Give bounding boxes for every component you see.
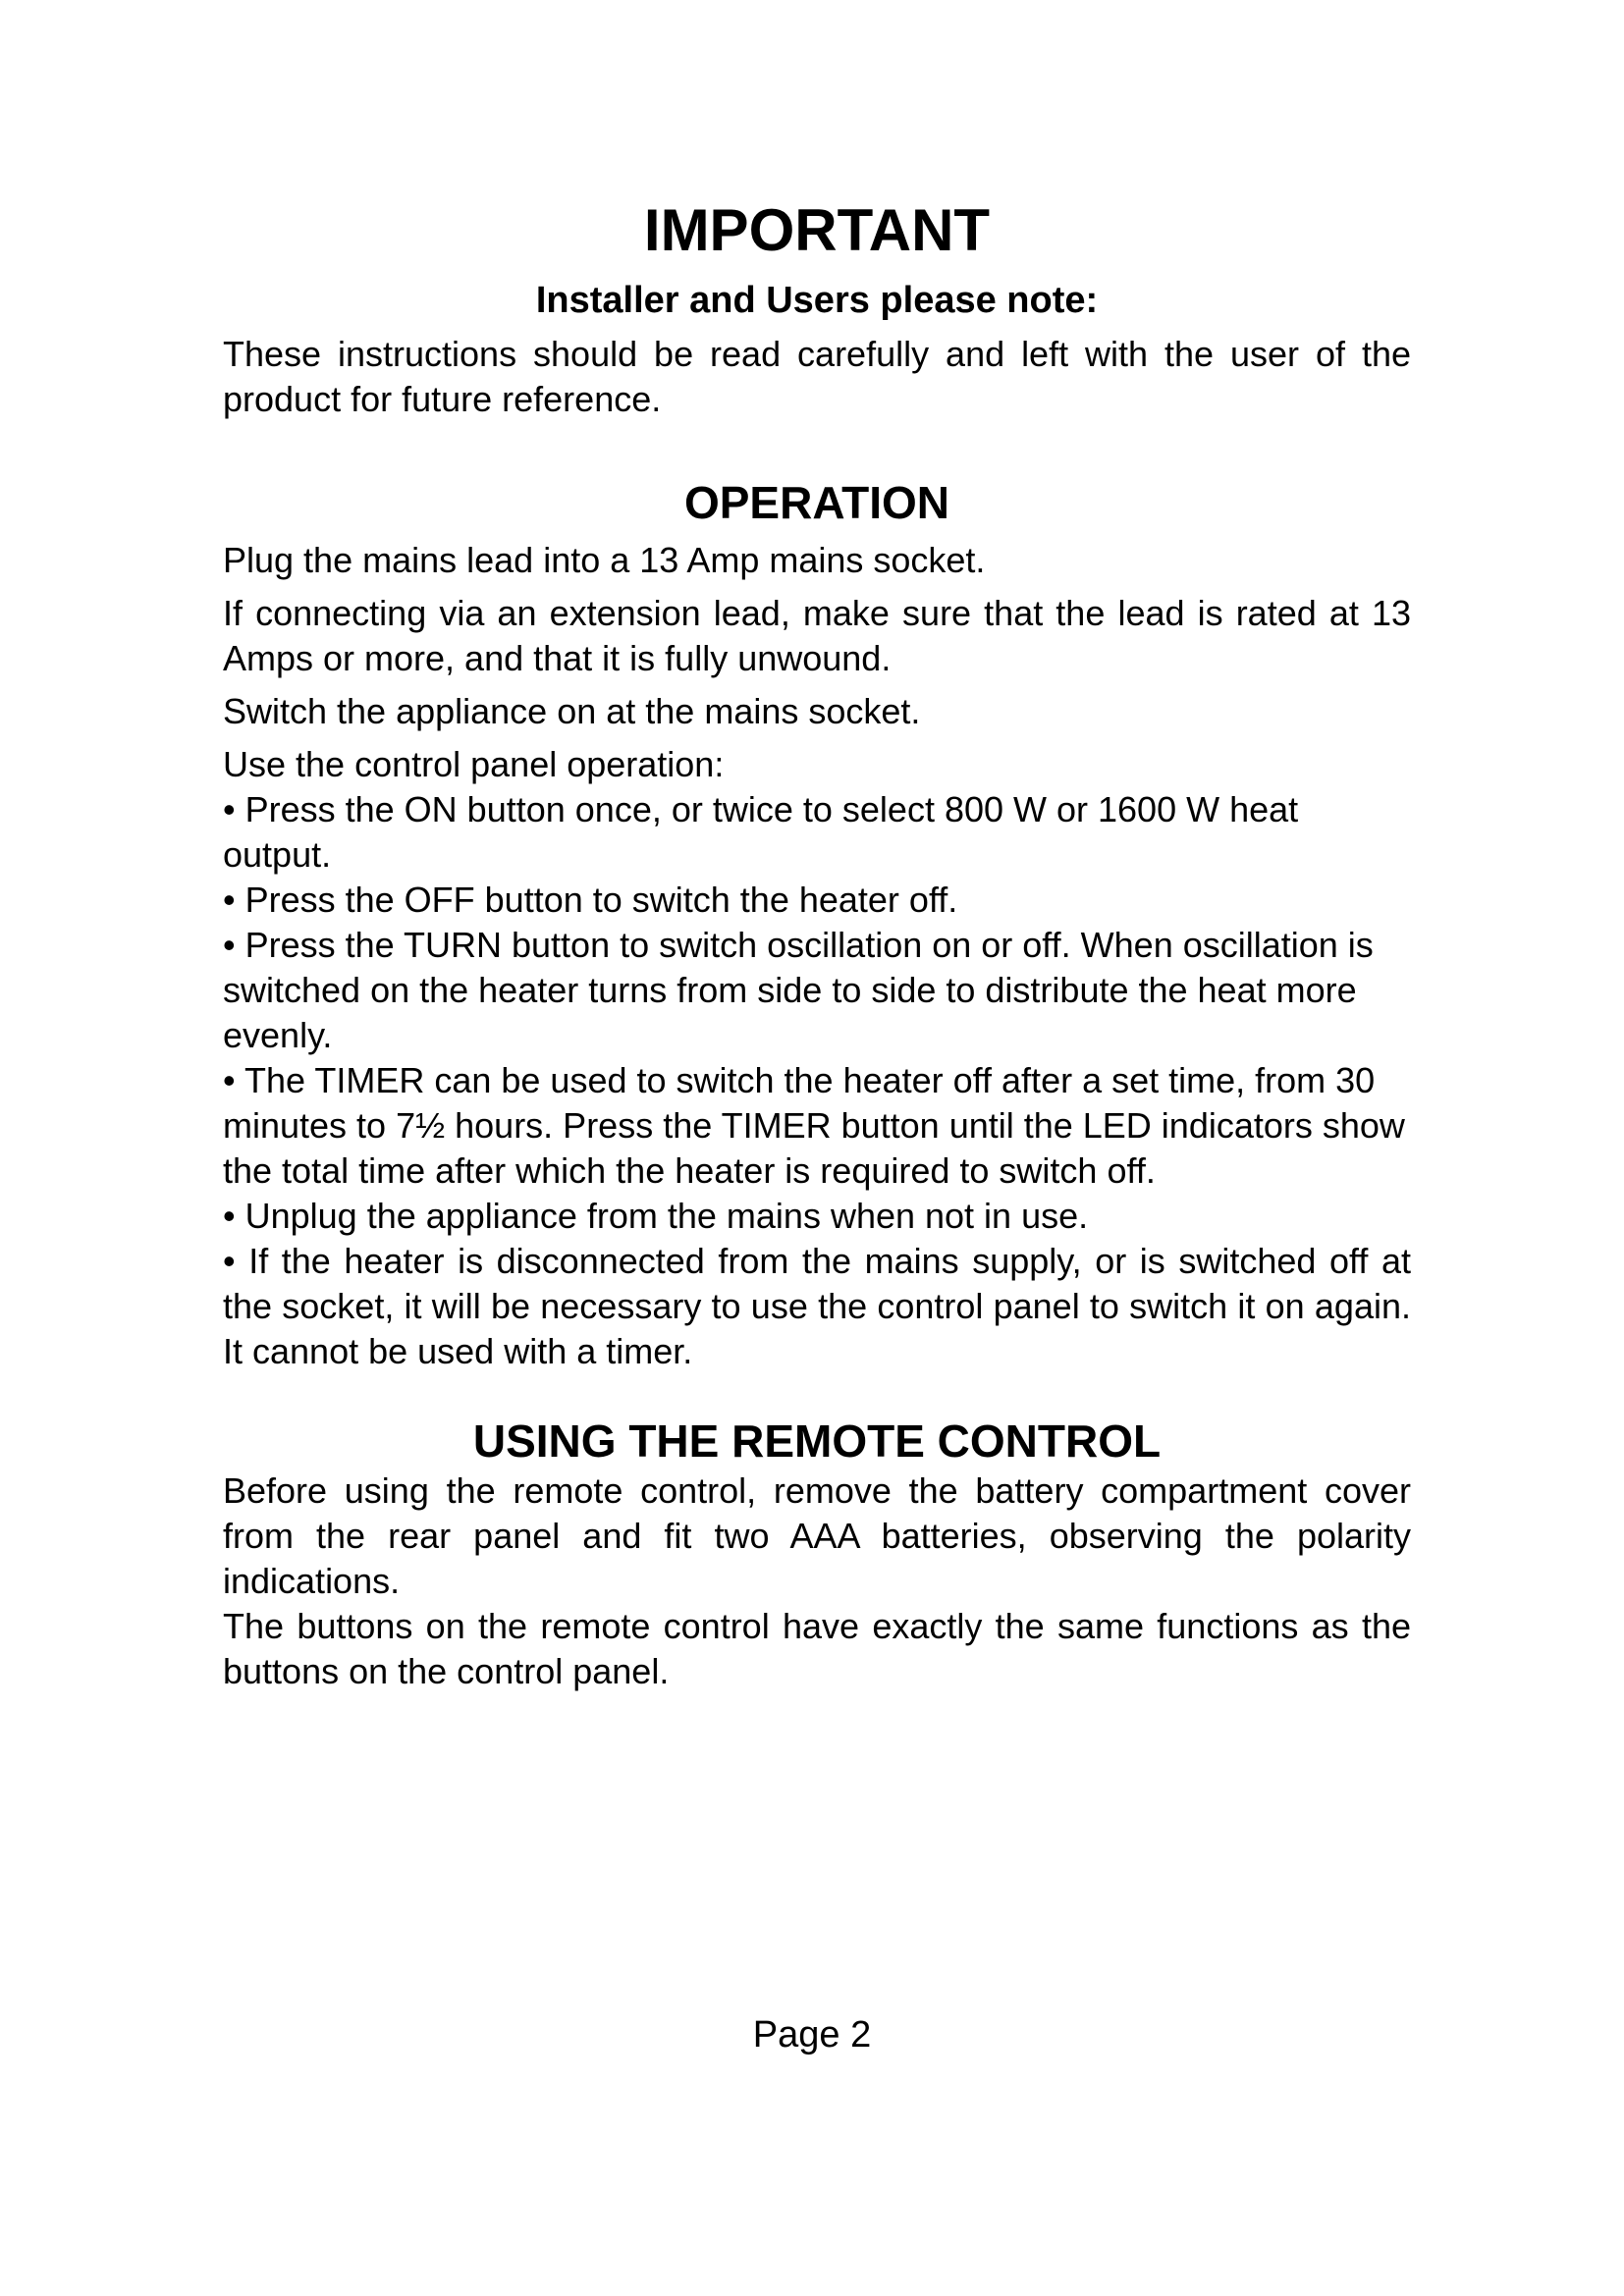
operation-paragraph: If connecting via an extension lead, make sure that the lead is rated at 13 Amps or more, and that it is fully unwound.	[223, 593, 1411, 678]
remote-paragraph: Before using the remote control, remove the battery compartment cover from the rear panel and fit two AAA batteries, observing the polarity indications.	[223, 1470, 1411, 1601]
operation-bullet: • Press the TURN button to switch oscillation on or off. When oscillation is switched on the heater turns from side to side to distribute the heat more evenly.	[223, 925, 1374, 1055]
document-page	[223, 196, 1411, 1694]
page-number: Page 2	[752, 2014, 872, 2056]
operation-bullet: • The TIMER can be used to switch the heater off after a set time, from 30 minutes to 7½ hours. Press the TIMER button until the LED indicators show the total time after which the heater is required to switch off.	[223, 1060, 1405, 1191]
operation-section	[223, 475, 1411, 1374]
operation-bullet: • Unplug the appliance from the mains when not in use.	[223, 1196, 1089, 1236]
operation-paragraph: Switch the appliance on at the mains socket.	[223, 691, 921, 731]
remote-paragraph: The buttons on the remote control have exactly the same functions as the buttons on the control panel.	[223, 1606, 1411, 1691]
operation-bullet: • Press the OFF button to switch the heater off.	[223, 880, 958, 920]
page-title: IMPORTANT	[643, 197, 991, 263]
operation-paragraph: Use the control panel operation:	[223, 744, 725, 784]
note-subtitle: Installer and Users please note:	[535, 280, 1099, 321]
operation-bullet: • Press the ON button once, or twice to select 800 W or 1600 W heat output.	[223, 789, 1299, 875]
intro-paragraph: These instructions should be read carefully and left with the user of the product for future reference.	[223, 334, 1411, 419]
operation-heading: OPERATION	[683, 477, 950, 528]
remote-control-heading: USING THE REMOTE CONTROL	[472, 1415, 1162, 1467]
operation-bullet: • If the heater is disconnected from the mains supply, or is switched off at the socket, it will be necessary to use the control panel to switch it on again. It cannot be used with a timer.	[223, 1241, 1411, 1371]
remote-control-section	[223, 1414, 1411, 1694]
operation-paragraph: Plug the mains lead into a 13 Amp mains socket.	[223, 540, 986, 580]
